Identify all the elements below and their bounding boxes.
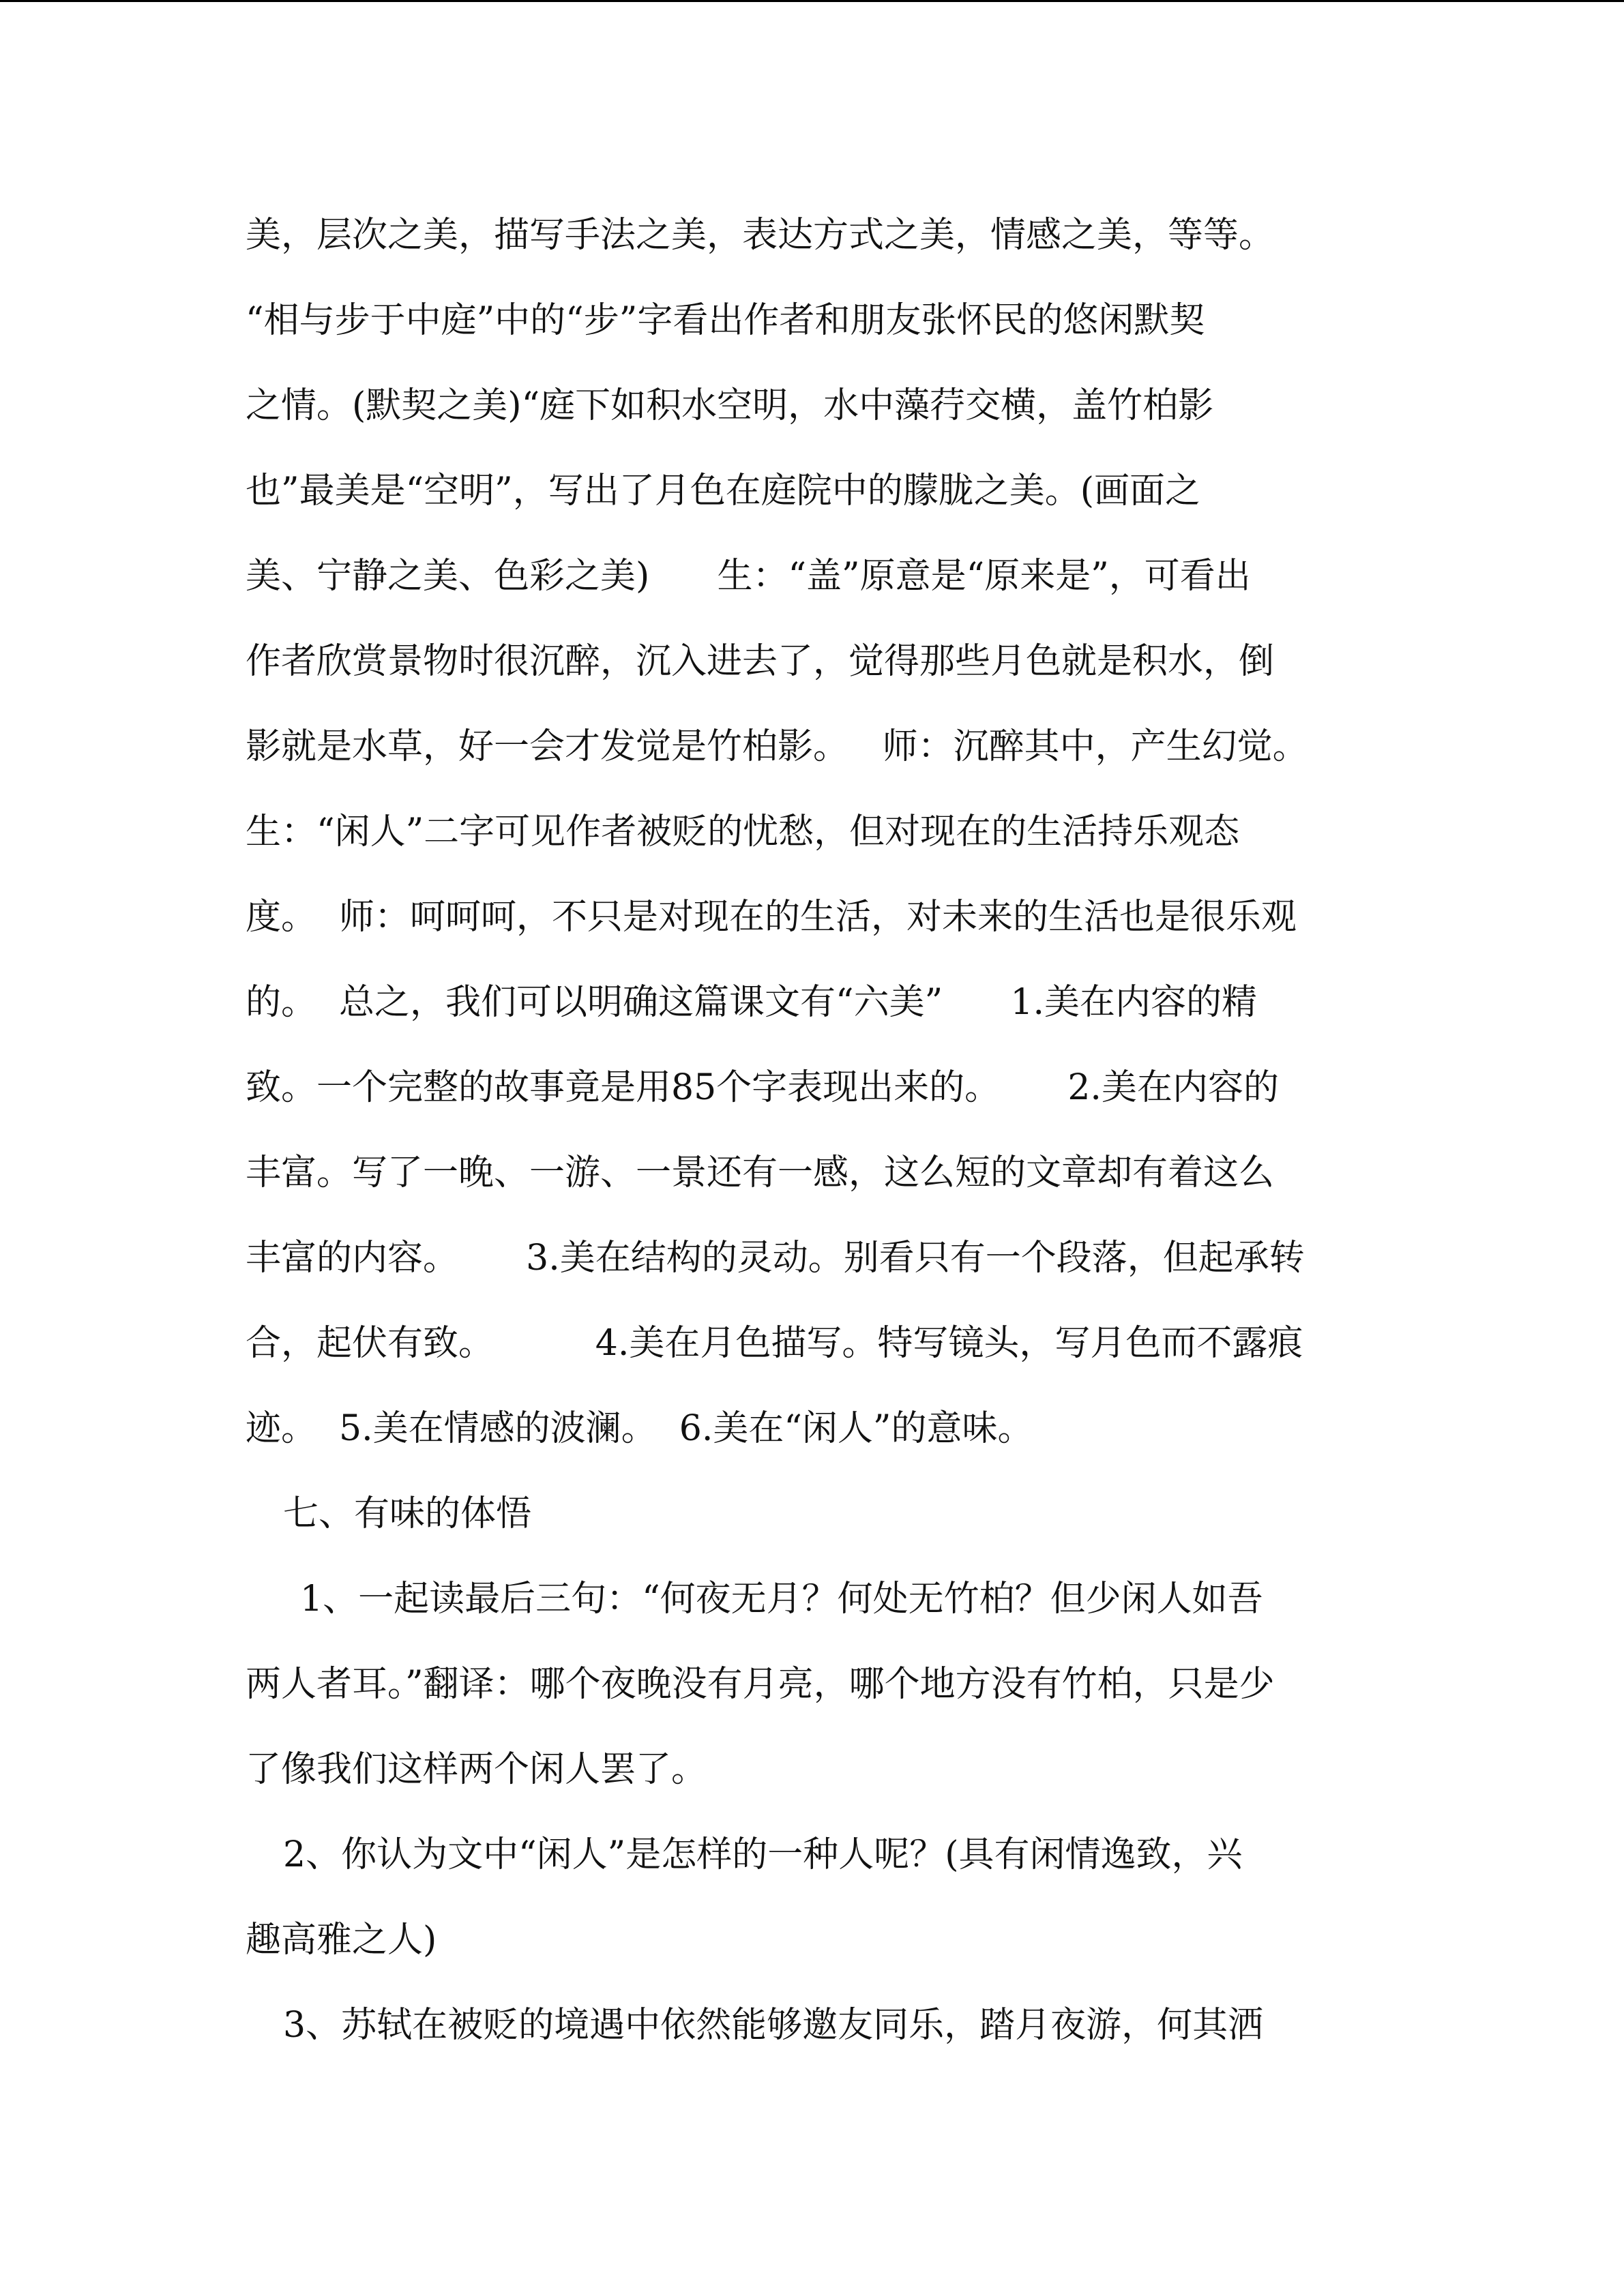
text-line: 作者欣赏景物时很沉醉，沉入进去了，觉得那些月色就是积水，倒 (246, 641, 1275, 682)
text-line: 趣高雅之人) (246, 1920, 437, 1960)
text-line: 丰富。写了一晚、一游、一景还有一感，这么短的文章却有着这么 (246, 1152, 1275, 1193)
text-line: “相与步于中庭”中的“步”字看出作者和朋友张怀民的悠闲默契 (246, 300, 1205, 341)
text-line: 丰富的内容。 3.美在结构的灵动。别看只有一个段落，但起承转 (246, 1238, 1305, 1279)
text-line: 美，层次之美，描写手法之美，表达方式之美，情感之美，等等。 (246, 215, 1275, 256)
text-line: 了像我们这样两个闲人罢了。 (246, 1749, 707, 1790)
text-line: 合，起伏有致。 4.美在月色描写。特写镜头，写月色而不露痕 (246, 1323, 1303, 1364)
text-line: 之情。(默契之美)“庭下如积水空明，水中藻荇交横，盖竹柏影 (246, 385, 1214, 426)
text-line: 两人者耳。”翻译：哪个夜晚没有月亮，哪个地方没有竹柏，只是少 (246, 1664, 1275, 1705)
text-line: 致。一个完整的故事竟是用85个字表现出来的。 2.美在内容的 (246, 1067, 1279, 1108)
text-line: 的。 总之，我们可以明确这篇课文有“六美” 1.美在内容的精 (246, 982, 1258, 1023)
text-line: 美、宁静之美、色彩之美) 生：“盖”原意是“原来是”，可看出 (246, 556, 1251, 597)
text-line: 影就是水草，好一会才发觉是竹柏影。 师：沉醉其中，产生幻觉。 (246, 726, 1308, 767)
document-body (246, 193, 1405, 2068)
text-line: 也”最美是“空明”，写出了月色在庭院中的朦胧之美。(画面之 (246, 471, 1201, 511)
text-line: 2、你认为文中“闲人”是怎样的一种人呢？(具有闲情逸致，兴 (283, 1834, 1243, 1875)
section-heading: 七、有味的体悟 (283, 1493, 532, 1534)
text-line: 迹。 5.美在情感的波澜。 6.美在“闲人”的意味。 (246, 1408, 1033, 1449)
text-line: 生：“闲人”二字可见作者被贬的忧愁，但对现在的生活持乐观态 (246, 811, 1240, 852)
text-line: 3、苏轼在被贬的境遇中依然能够邀友同乐，踏月夜游，何其洒 (283, 2005, 1264, 2046)
text-line: 1、一起读最后三句：“何夜无月？何处无竹柏？但少闲人如吾 (300, 1579, 1263, 1620)
text-line: 度。 师：呵呵呵，不只是对现在的生活，对未来的生活也是很乐观 (246, 897, 1297, 938)
